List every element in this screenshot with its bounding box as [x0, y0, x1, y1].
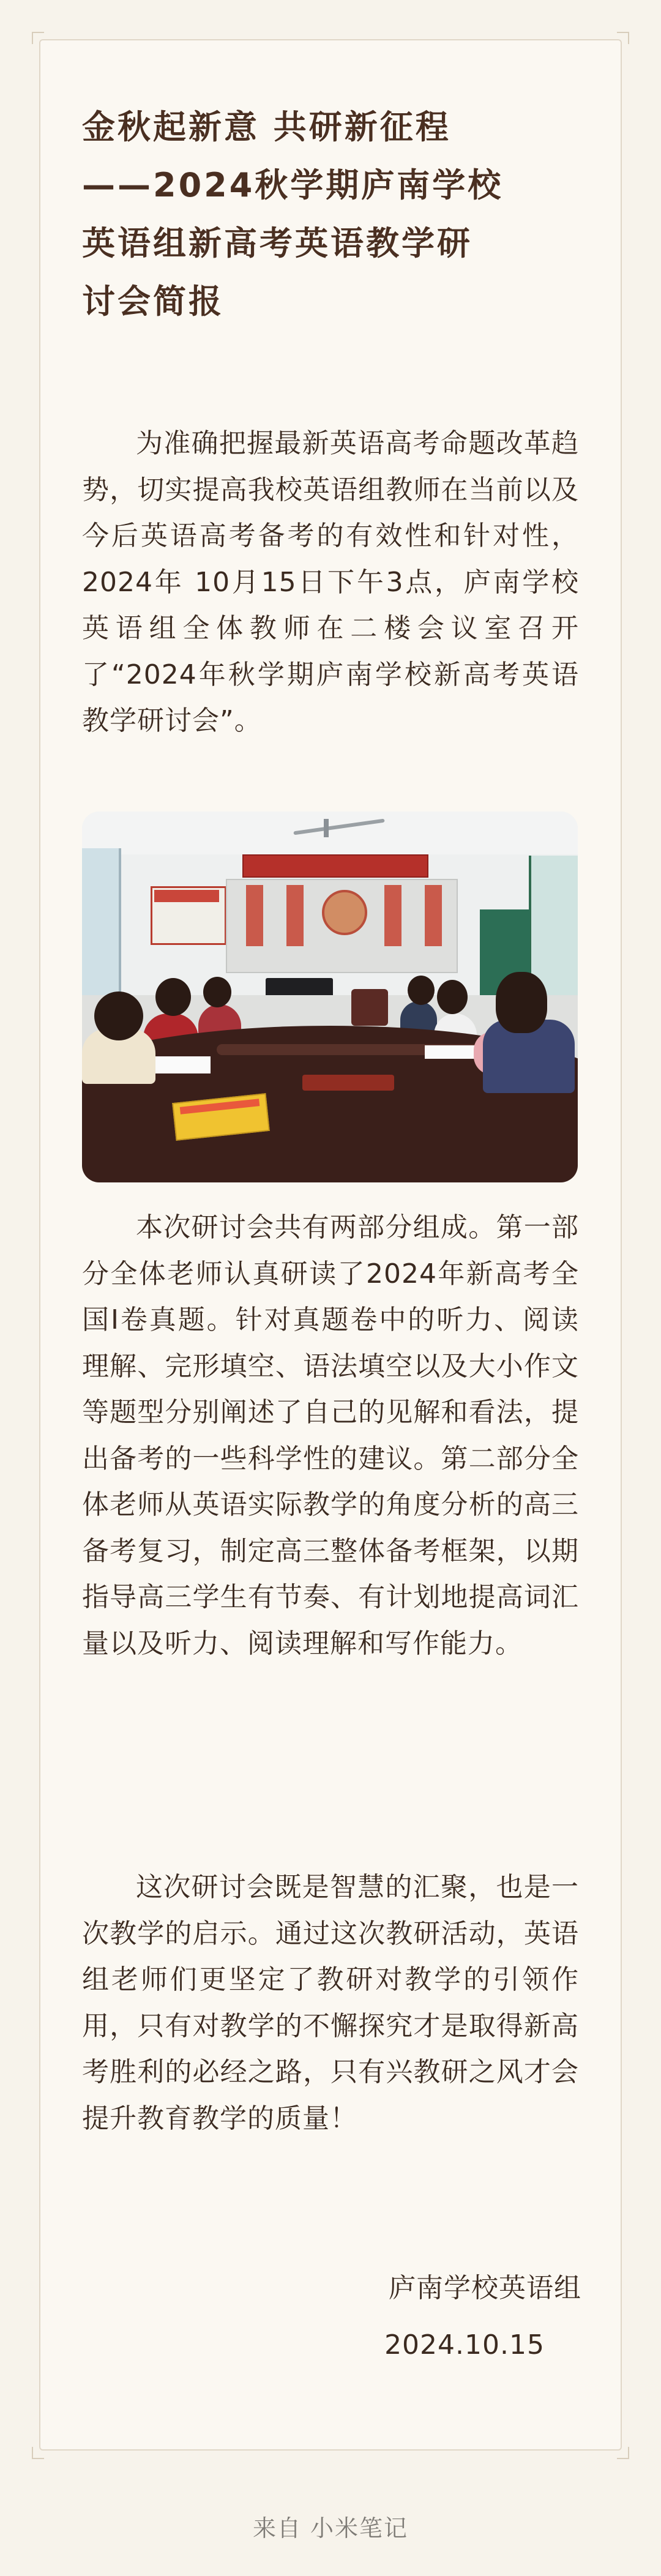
note-title: [82, 98, 584, 330]
photo-wall-panel: [286, 885, 304, 946]
photo-wall-panel: [425, 885, 442, 946]
corner-ornament: [32, 2447, 44, 2459]
photo-banner: [242, 854, 428, 878]
title-line: ——2024秋学期庐南学校: [82, 166, 504, 204]
corner-ornament: [32, 32, 44, 44]
photo-emblem: [322, 890, 367, 935]
teacher-head: [155, 978, 191, 1016]
paragraph-conclusion: 这次研讨会既是智慧的汇聚，也是一次教学的启示。通过这次教研活动，英语组老师们更坚定了教研对教学的引领作用，只有对教学的不懈探究才是取得新高考胜利的必经之路，只有兴教研之风才会提升教育教学的质量！: [82, 1872, 579, 2134]
ceiling-fan-rod: [324, 819, 329, 837]
corner-ornament: [617, 32, 629, 44]
teacher-head: [203, 977, 231, 1007]
paragraph-intro: 为准确把握最新英语高考命题改革趋势，切实提高我校英语组教师在当前以及今后英语高考备考的有效性和针对性，2024年 10月15日下午3点，庐南学校英语组全体教师在二楼会议室召开了“2024年秋学期庐南学校新高考英语教学研讨会”。: [82, 428, 579, 736]
signature: 庐南学校英语组: [389, 2272, 581, 2304]
photo-poster-strip: [154, 890, 219, 902]
photo-ceiling: [82, 812, 578, 854]
paragraph-content: 本次研讨会共有两部分组成。第一部分全体老师认真研读了2024年新高考全国I卷真题。针对真题卷中的听力、阅读理解、完形填空、语法填空以及大小作文等题型分别阐述了自己的见解和看法，提出备考的一些科学性的建议。第二部分全体老师从英语实际教学的角度分析的高三备考复习，制定高三整体备考框架，以期指导高三学生有节奏、有计划地提高词汇量以及听力、阅读理解和写作能力。: [82, 1212, 579, 1659]
title-line: 金秋起新意 共研新征程: [82, 108, 451, 146]
teacher-head: [408, 976, 435, 1005]
photo-wall-panel: [246, 885, 263, 946]
source-footer: 来自 小米笔记: [252, 2515, 409, 2542]
title-line: 讨会简报: [82, 282, 224, 321]
photo-window: [82, 848, 121, 995]
paper-sheet: [425, 1045, 480, 1059]
meeting-photo[interactable]: [82, 812, 578, 1182]
corner-ornament: [617, 2447, 629, 2459]
table-reflection: [302, 1075, 394, 1091]
teacher-head: [437, 980, 468, 1014]
teacher-head: [496, 972, 547, 1033]
photo-chair: [351, 989, 388, 1026]
photo-wall-panel: [384, 885, 401, 946]
title-line: 英语组新高考英语教学研: [82, 224, 472, 263]
teacher-head: [94, 991, 143, 1040]
date-stamp: 2024.10.15: [384, 2329, 545, 2361]
